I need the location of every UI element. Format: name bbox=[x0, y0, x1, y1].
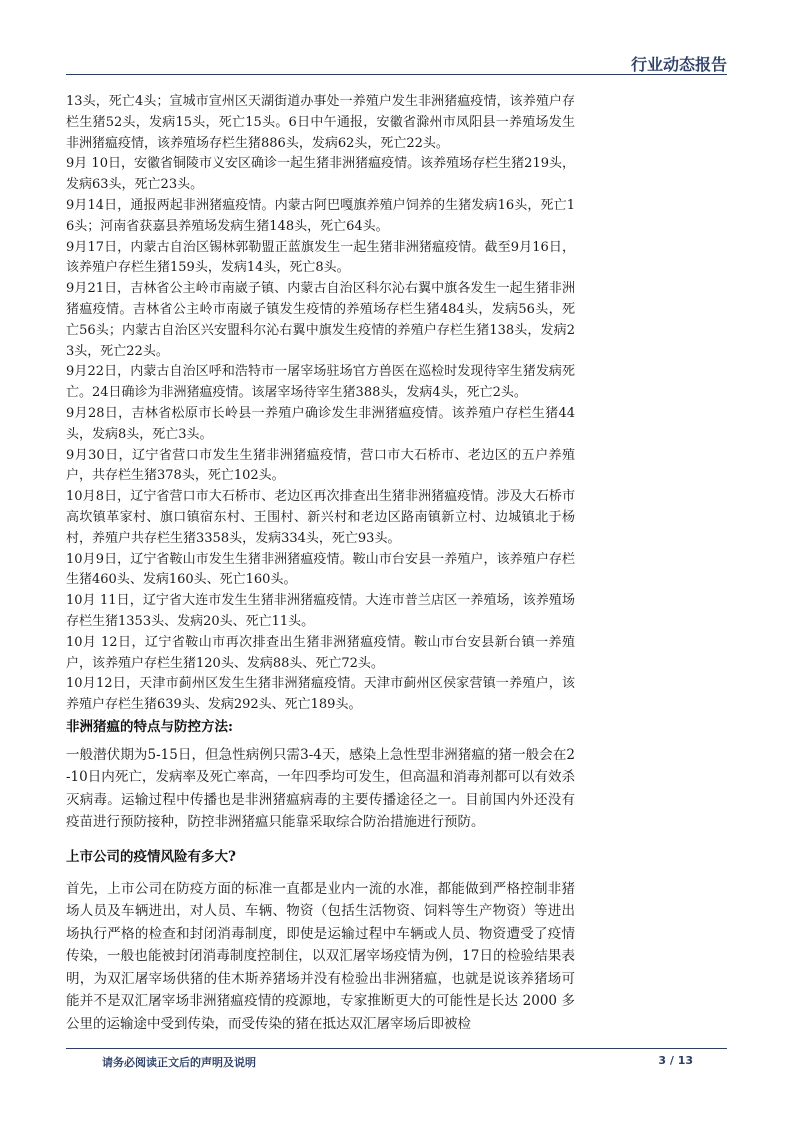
epidemic-entry: 10月12日，天津市蓟州区发生生猪非洲猪瘟疫情。天津市蓟州区侯家营镇一养殖户，该养殖户存栏生猪639头、发病292头、死亡189头。 bbox=[66, 676, 575, 713]
epidemic-entry: 9月14日，通报两起非洲猪瘟疫情。内蒙古阿巴嘎旗养殖户饲养的生猪发病16头，死亡16头；河南省获嘉县养殖场发病生猪148头，死亡64头。 bbox=[66, 197, 575, 234]
epidemic-entry: 9月17日，内蒙古自治区锡林郭勒盟正蓝旗发生一起生猪非洲猪瘟疫情。截至9月16日，该养殖户存栏生猪159头，发病14头，死亡8头。 bbox=[66, 239, 575, 276]
epidemic-entry: 9月21日，吉林省公主岭市南崴子镇、内蒙古自治区科尔沁右翼中旗各发生一起生猪非洲猪瘟疫情。吉林省公主岭市南崴子镇发生疫情的养殖场存栏生猪484头，发病56头，死亡56头；内蒙古自治区兴安盟科尔沁右翼中旗发生疫情的养殖户存栏生猪138头，发病23头，死亡22头。 bbox=[66, 281, 575, 359]
epidemic-entry: 9月22日，内蒙古自治区呼和浩特市一屠宰场驻场官方兽医在巡检时发现待宰生猪发病死亡。24日确诊为非洲猪瘟疫情。该屠宰场待宰生猪388头，发病4头，死亡2头。 bbox=[66, 364, 575, 401]
epidemic-entry: 13头，死亡4头；宣城市宣州区天湖街道办事处一养殖户发生非洲猪瘟疫情，该养殖户存栏生猪52头，发病15头，死亡15头。6日中午通报，安徽省滁州市凤阳县一养殖场发生非洲猪瘟疫情，该养殖场存栏生猪886头，发病62头，死亡22头。 bbox=[66, 94, 575, 151]
epidemic-entry: 10月9日，辽宁省鞍山市发生生猪非洲猪瘟疫情。鞍山市台安县一养殖户，该养殖户存栏生猪460头、发病160头、死亡160头。 bbox=[66, 551, 575, 588]
epidemic-entry: 9月28日，吉林省松原市长岭县一养殖户确诊发生非洲猪瘟疫情。该养殖户存栏生猪44头，发病8头，死亡3头。 bbox=[66, 405, 575, 442]
footer-disclaimer: 请务必阅读正文后的声明及说明 bbox=[102, 1056, 256, 1069]
page-number: 3 / 13 bbox=[658, 1054, 693, 1067]
footer-divider bbox=[66, 1048, 727, 1049]
section-heading-features: 非洲猪瘟的特点与防控方法: bbox=[66, 718, 233, 735]
epidemic-entry: 10月 12日，辽宁省鞍山市再次排查出生猪非洲猪瘟疫情。鞍山市台安县新台镇一养殖户，该养殖户存栏生猪120头、发病88头、死亡72头。 bbox=[66, 634, 575, 671]
report-type-title: 行业动态报告 bbox=[630, 55, 727, 74]
section-body-risk: 首先，上市公司在防疫方面的标准一直都是业内一流的水准，都能做到严格控制非猪场人员及车辆进出，对人员、车辆、物资（包括生活物资、饲料等生产物资）等进出场执行严格的检查和封闭消毒制度，即使是运输过程中车辆或人员、物资遭受了疫情传染，一般也能被封闭消毒制度控制住，以双汇屠宰场疫情为例，17日的检验结果表明，为双汇屠宰场供猪的佳木斯养猪场并没有检验出非洲猪瘟，也就是说该养猪场可能并不是双汇屠宰场非洲猪瘟疫情的疫源地，专家推断更大的可能性是长达 2000 多公里的运输途中受到传染，而受传染的猪在抵达双汇屠宰场后即被检 bbox=[66, 880, 575, 1032]
epidemic-entry: 10月8日，辽宁省营口市大石桥市、老边区再次排查出生猪非洲猪瘟疫情。涉及大石桥市高坎镇革家村、旗口镇宿东村、王围村、新兴村和老边区路南镇新立村、边城镇北于杨村，养殖户共存栏生猪3358头，发病334头，死亡93头。 bbox=[66, 489, 575, 546]
epidemic-entry: 10月 11日，辽宁省大连市发生生猪非洲猪瘟疫情。大连市普兰店区一养殖场，该养殖场存栏生猪1353头、发病20头、死亡11头。 bbox=[66, 593, 575, 629]
epidemic-entry: 9月 10日，安徽省铜陵市义安区确诊一起生猪非洲猪瘟疫情。该养殖场存栏生猪219头，发病63头，死亡23头。 bbox=[66, 156, 575, 193]
header-divider bbox=[66, 74, 727, 75]
section-body-features: 一般潜伏期为5-15日，但急性病例只需3-4天，感染上急性型非洲猪瘟的猪一般会在2-10日内死亡，发病率及死亡率高，一年四季均可发生，但高温和消毒剂都可以有效杀灭病毒。运输过程中传播也是非洲猪瘟病毒的主要传播途径之一。目前国内外还没有疫苗进行预防接种，防控非洲猪瘟只能靠采取综合防治措施进行预防。 bbox=[66, 746, 575, 831]
epidemic-entry: 9月30日，辽宁省营口市发生生猪非洲猪瘟疫情，营口市大石桥市、老边区的五户养殖户，共存栏生猪378头，死亡102头。 bbox=[66, 447, 575, 484]
section-heading-risk: 上市公司的疫情风险有多大? bbox=[66, 848, 236, 865]
main-content bbox=[66, 92, 575, 1035]
